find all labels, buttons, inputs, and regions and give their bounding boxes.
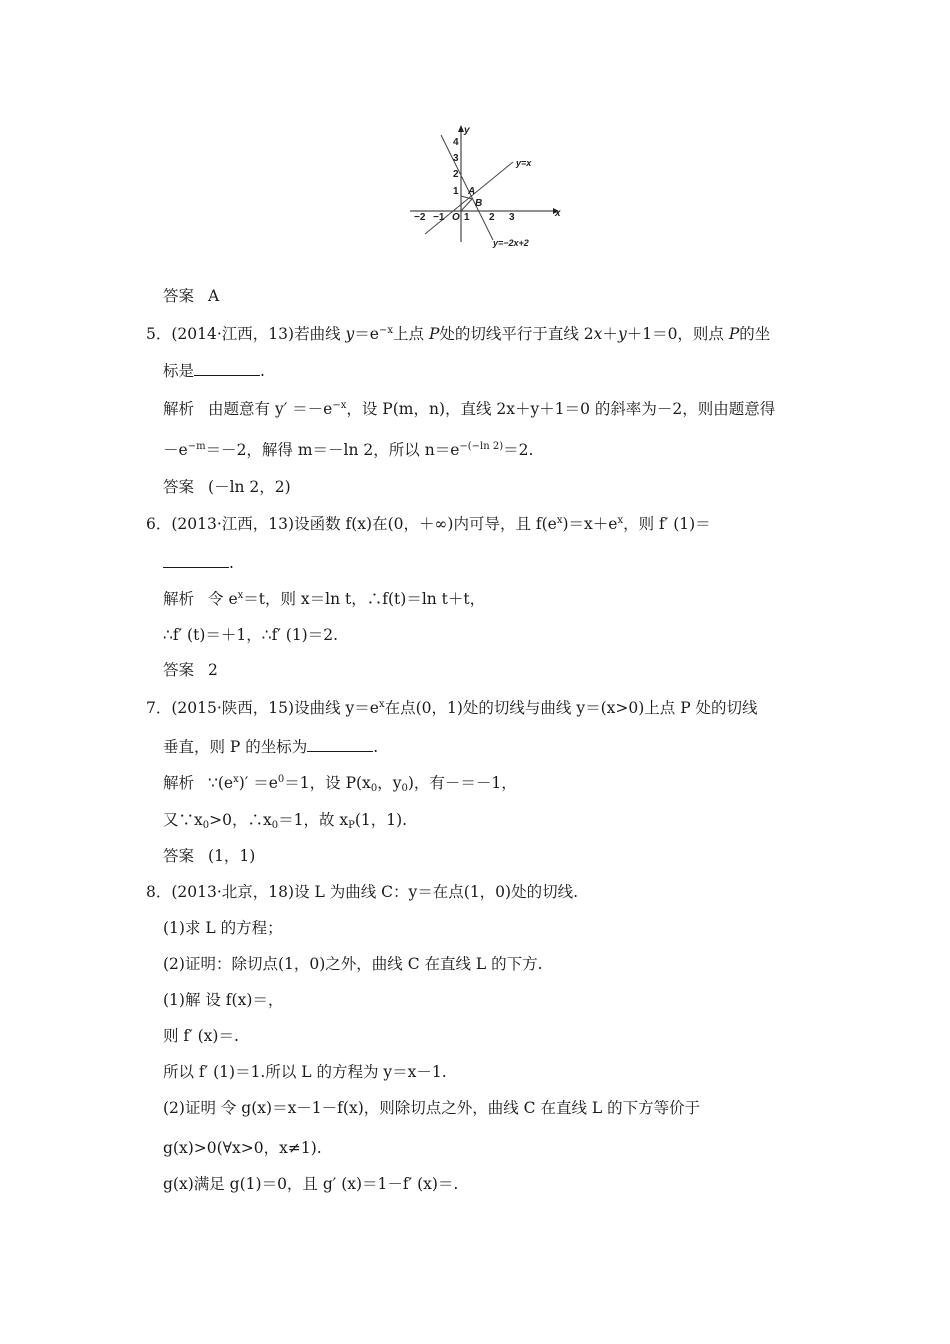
tick-x-neg2: −2 bbox=[414, 212, 426, 223]
tick-x-1: 1 bbox=[464, 212, 470, 223]
q5-blank bbox=[194, 361, 260, 376]
tick-x-neg1: −1 bbox=[433, 212, 445, 223]
q7-analysis-2: 又$\because x_0>0$，$\therefore x_0=1$，故 $x_P(1$，1). bbox=[163, 811, 408, 831]
q6-blank bbox=[163, 553, 229, 568]
point-a-label: A bbox=[468, 186, 476, 197]
point-b-label: B bbox=[475, 198, 483, 209]
line1-label: y=x bbox=[516, 158, 532, 168]
q7-stem: 7．(2015·陕西，15)设曲线 $y=e^x$在点(0，1)处的切线与曲线 y＝(x>0)上点 P 处的切线 bbox=[146, 699, 758, 717]
q5-analysis-1: 解析 由题意有 $y' =-e^{-x}$，设 P(m，n)，直线 2x＋y＋1＝0 的斜率为－2，则由题意得 bbox=[163, 400, 776, 418]
graph-figure bbox=[405, 122, 565, 257]
q8-part-1: (1)求 L 的方程； bbox=[163, 919, 283, 937]
tick-x-2: 2 bbox=[489, 212, 495, 223]
tick-y-2: 2 bbox=[453, 169, 459, 180]
line2-label: y=−2x+2 bbox=[493, 238, 529, 248]
q8-solution-1: (1)解 设 f(x)＝， bbox=[163, 991, 284, 1009]
q7-analysis-1: 解析 $\because(e^x)' =e^0=1$，设 $P(x_0$，$y_0$)，有－＝－1， bbox=[163, 774, 517, 794]
q7-answer: 答案 (1，1) bbox=[163, 847, 256, 865]
q6-analysis-2: ∴f′ (t)＝＋1，∴f′ (1)＝2. bbox=[163, 626, 339, 644]
tick-y-4: 4 bbox=[453, 137, 459, 148]
q5-answer: 答案 (－ln 2，2) bbox=[163, 478, 291, 496]
tick-x-3: 3 bbox=[509, 212, 515, 223]
y-axis-label: y bbox=[464, 125, 470, 136]
q7-stem-cont: 垂直，则 P 的坐标为 . bbox=[163, 738, 379, 756]
q8-part-2: (2)证明：除切点(1，0)之外，曲线 C 在直线 L 的下方. bbox=[163, 955, 543, 973]
tick-y-1: 1 bbox=[453, 186, 459, 197]
q4-answer: 答案 A bbox=[163, 287, 220, 305]
tick-y-3: 3 bbox=[453, 153, 459, 164]
q8-solution-5: g(x)>0(∀x>0，x≠1). bbox=[163, 1139, 322, 1157]
segment-b bbox=[461, 199, 472, 211]
x-axis-label: x bbox=[555, 208, 561, 219]
q6-stem-cont: . bbox=[163, 553, 234, 573]
q8-solution-2: 则 f′ (x)＝. bbox=[163, 1027, 239, 1045]
origin-label: O bbox=[452, 212, 460, 223]
q6-analysis-1: 解析 令 $e^x=t$，则 x＝ln t，∴f(t)＝ln t＋t， bbox=[163, 590, 486, 608]
q8-stem: 8．(2013·北京，18)设 L 为曲线 C：y＝在点(1，0)处的切线. bbox=[146, 883, 579, 901]
line-y-eq-neg2x-plus2 bbox=[441, 135, 493, 240]
q5-analysis-2: $-e^{-m}=-2$，解得 m＝－ln 2，所以 $n=e^{-(-ln 2)}=2$. bbox=[163, 441, 534, 459]
q8-solution-4: (2)证明 令 g(x)＝x－1－f(x)，则除切点之外，曲线 C 在直线 L 的下方等价于 bbox=[163, 1099, 701, 1117]
q6-stem: 6．(2013·江西，13)设函数 f(x)在(0，＋∞)内可导，且 $f(e^x)=x+e^x$，则 f′ (1)＝ bbox=[146, 515, 711, 533]
graph-svg bbox=[405, 122, 565, 257]
q8-solution-3: 所以 f′ (1)＝1.所以 L 的方程为 y＝x－1. bbox=[163, 1063, 447, 1081]
q5-stem-cont: 标是 . bbox=[163, 362, 265, 380]
q6-answer: 答案 2 bbox=[163, 661, 218, 679]
q5-stem: 5．(2014·江西，13)若曲线 $y=e^{-x}$上点 P处的切线平行于直线 2x＋y＋1＝0，则点 P的坐 bbox=[146, 325, 771, 343]
q8-solution-6: g(x)满足 g(1)＝0，且 g′ (x)＝1－f′ (x)＝. bbox=[163, 1175, 459, 1193]
q7-blank bbox=[307, 737, 373, 752]
